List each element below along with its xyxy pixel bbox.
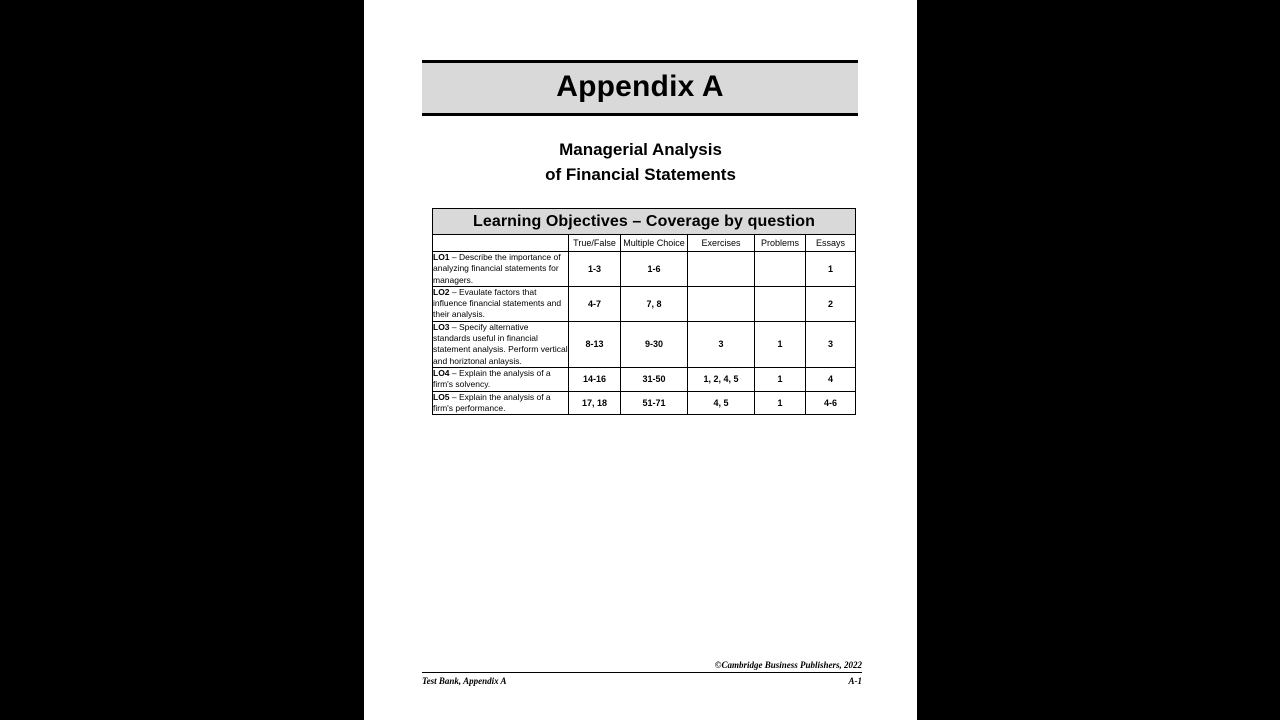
- lo-true-false-cell: 17, 18: [569, 391, 621, 415]
- document-subtitle: [364, 138, 917, 187]
- subtitle-line-1: Managerial Analysis: [559, 140, 722, 159]
- table-title-row: [433, 209, 856, 235]
- appendix-title-banner: [422, 60, 858, 116]
- table-row: [433, 321, 856, 367]
- lo-multiple-choice-cell: 31-50: [621, 367, 688, 391]
- lo-true-false-cell: 1-3: [569, 252, 621, 287]
- lo-description: Evaulate factors that influence financial statements and their analysis.: [433, 286, 562, 320]
- lo-exercises-cell: 4, 5: [688, 391, 755, 415]
- appendix-title: Appendix A: [556, 70, 724, 103]
- footer-source-label: Test Bank, Appendix A: [422, 676, 507, 686]
- column-header-problems: Problems: [755, 235, 806, 252]
- lo-description-cell: [433, 391, 569, 415]
- learning-objectives-table-container: [432, 208, 855, 415]
- lo-problems-cell: [755, 252, 806, 287]
- lo-description: Describe the importance of analyzing financial statements for managers.: [433, 252, 561, 285]
- lo-true-false-cell: 8-13: [569, 321, 621, 367]
- column-header-essays: Essays: [806, 235, 856, 252]
- lo-true-false-cell: 4-7: [569, 286, 621, 321]
- lo-problems-cell: 1: [755, 391, 806, 415]
- lo-dash: –: [449, 391, 459, 402]
- lo-exercises-cell: [688, 252, 755, 287]
- column-header-multiple-choice: Multiple Choice: [621, 235, 688, 252]
- lo-essays-cell: 2: [806, 286, 856, 321]
- lo-code: LO2: [433, 286, 450, 297]
- footer-copyright: ©Cambridge Business Publishers, 2022: [714, 660, 862, 670]
- lo-exercises-cell: 3: [688, 321, 755, 367]
- lo-description-cell: [433, 367, 569, 391]
- lo-essays-cell: 4: [806, 367, 856, 391]
- lo-problems-cell: 1: [755, 321, 806, 367]
- table-row: [433, 367, 856, 391]
- lo-exercises-cell: 1, 2, 4, 5: [688, 367, 755, 391]
- lo-dash: –: [449, 252, 459, 262]
- lo-dash: –: [449, 321, 459, 332]
- lo-code: LO4: [433, 367, 450, 378]
- lo-dash: –: [449, 286, 459, 297]
- lo-exercises-cell: [688, 286, 755, 321]
- footer-row: [422, 673, 862, 686]
- lo-code: LO3: [433, 321, 450, 332]
- lo-multiple-choice-cell: 9-30: [621, 321, 688, 367]
- learning-objectives-table: [432, 208, 856, 415]
- lo-true-false-cell: 14-16: [569, 367, 621, 391]
- lo-description-cell: [433, 286, 569, 321]
- lo-problems-cell: [755, 286, 806, 321]
- lo-code: LO5: [433, 391, 450, 402]
- column-header-true-false: True/False: [569, 235, 621, 252]
- document-page: [364, 0, 917, 720]
- table-row: [433, 286, 856, 321]
- table-header-row: [433, 235, 856, 252]
- lo-description: Explain the analysis of a firm's performance.: [433, 391, 551, 413]
- lo-description: Explain the analysis of a firm's solvency.: [433, 367, 551, 390]
- footer-page-number: A-1: [848, 676, 862, 686]
- lo-multiple-choice-cell: 1-6: [621, 252, 688, 287]
- lo-multiple-choice-cell: 51-71: [621, 391, 688, 415]
- table-title: Learning Objectives – Coverage by question: [433, 209, 856, 235]
- subtitle-line-2: of Financial Statements: [545, 164, 736, 184]
- lo-description-cell: [433, 252, 569, 287]
- lo-essays-cell: 4-6: [806, 391, 856, 415]
- column-header-blank: [433, 235, 569, 252]
- table-row: [433, 391, 856, 415]
- lo-essays-cell: 3: [806, 321, 856, 367]
- lo-multiple-choice-cell: 7, 8: [621, 286, 688, 321]
- lo-dash: –: [449, 367, 459, 378]
- lo-essays-cell: 1: [806, 252, 856, 287]
- lo-description: Specify alternative standards useful in financial statement analysis. Perform vertical and horiztonal anlaysis.: [433, 321, 568, 366]
- lo-problems-cell: 1: [755, 367, 806, 391]
- page-footer: [422, 660, 862, 686]
- table-row: [433, 252, 856, 287]
- lo-code: LO1: [433, 252, 450, 262]
- lo-description-cell: [433, 321, 569, 367]
- column-header-exercises: Exercises: [688, 235, 755, 252]
